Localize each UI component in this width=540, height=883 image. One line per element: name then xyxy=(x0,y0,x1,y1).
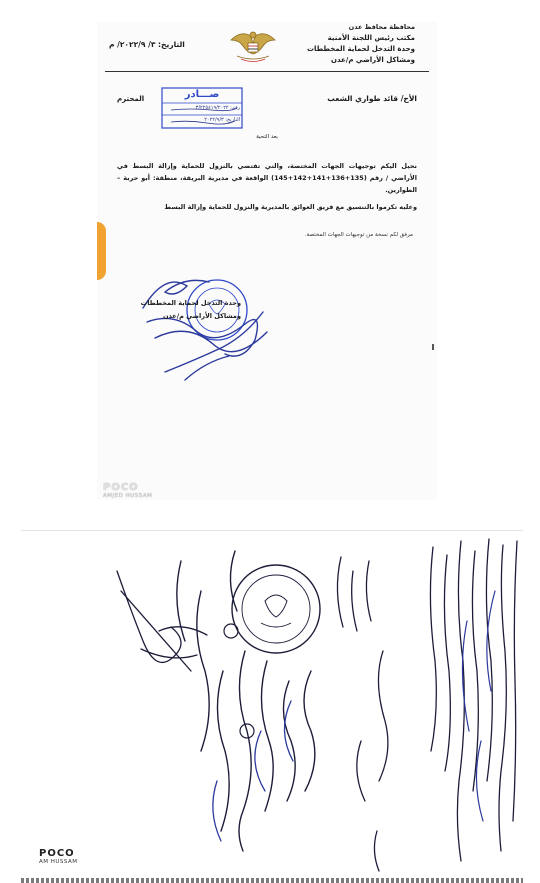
letterhead-text xyxy=(285,22,415,66)
header-divider xyxy=(105,71,429,72)
issuing-unit-label xyxy=(129,297,241,323)
document-date: التاريخ: ٣/ ٢٠٢٢/٩/ م xyxy=(109,40,185,49)
watermark-brand-bottom: POCO xyxy=(39,848,75,859)
addressee: الأخ/ قائد طواري الشعب xyxy=(327,94,417,103)
orange-sticker-mark xyxy=(97,222,106,280)
body-paragraph-2: وعليه تكرموا بالتنسيق مع فريق العوائق بالمديرية والنزول للحماية وإزالة البسط xyxy=(164,203,417,211)
bottom-edge-strip xyxy=(21,878,523,883)
yemen-eagle-emblem-icon xyxy=(223,26,283,66)
stamp-date: التاريخ: ٢٠٢٢/٩/٣ xyxy=(204,117,240,123)
watermark-brand: POCO xyxy=(103,482,139,493)
handwritten-note-page xyxy=(21,530,523,883)
camera-watermark xyxy=(103,483,152,500)
issuing-unit-line-1: وحدة التدخل لحماية المخططات xyxy=(140,299,241,307)
body-paragraph-1: نحيل اليكم توجيهات الجهات المختصة، والتي تقتضي بالنزول للحماية وإزالة البسط في الأراضي / رقم (135+136+141+142+145) الواقعة في مديرية البريقة، منطقة: أبو حربة – الطوارين. xyxy=(117,162,417,194)
official-letter-page xyxy=(97,22,437,500)
honorific: المحترم xyxy=(117,95,145,103)
camera-watermark-bottom xyxy=(39,849,78,867)
issuing-unit-line-2: ومشاكل الأراضي م/عدن xyxy=(162,312,241,320)
stamp-number: رقم: ٣/٢٢٥٤١٩/٢٠٢٢ xyxy=(195,105,240,111)
watermark-owner-bottom: AM HUSSAM xyxy=(39,859,78,865)
letterhead-line-2: مكتب رئيس اللجنة الأمنية xyxy=(327,34,415,42)
outgoing-stamp xyxy=(161,86,243,130)
page-edge-mark xyxy=(432,344,434,350)
attachment-note: مرفق لكم نسخة من توجيهات الجهات المختصة. xyxy=(304,232,413,238)
letter-body xyxy=(117,160,417,218)
stamp-title: صـــادر xyxy=(184,89,220,100)
letterhead-line-4: ومشاكل الأراضي م/عدن xyxy=(330,56,415,64)
handwritten-ink-lines xyxy=(21,531,523,883)
watermark-owner: AMJED HUSSAM xyxy=(103,493,153,499)
letterhead-line-3: وحدة التدخل لحماية المخططات xyxy=(306,45,415,53)
letterhead-line-1: محافظة محافظ عدن xyxy=(348,23,415,31)
greeting: بعد التحية xyxy=(256,134,278,140)
